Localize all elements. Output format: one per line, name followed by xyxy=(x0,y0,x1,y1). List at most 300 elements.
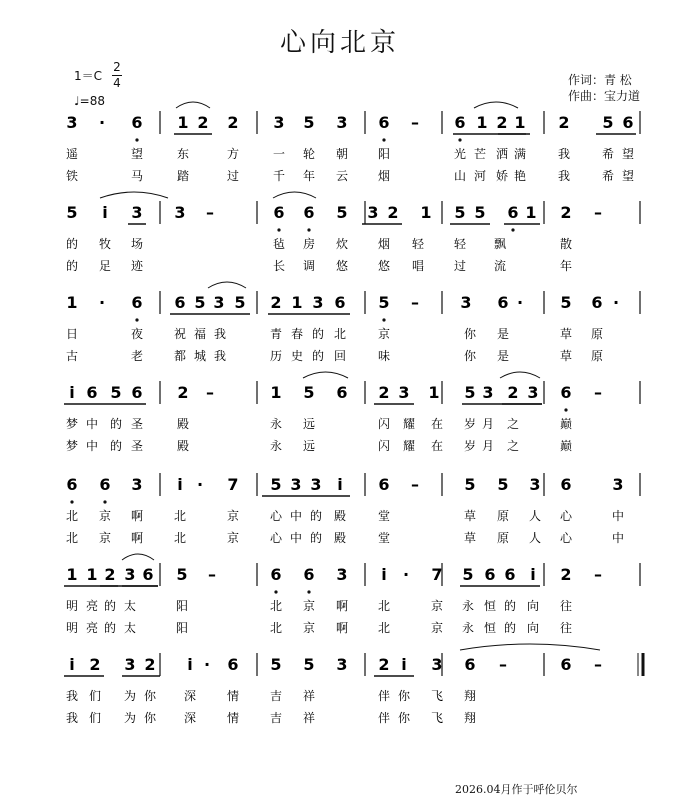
note-5-5: 5 xyxy=(176,565,188,584)
lyric-verse1: 北 xyxy=(333,327,347,341)
note-3-16: 6 xyxy=(560,383,572,402)
lyric-verse2: 云 xyxy=(335,169,349,183)
note-0-2: 6 xyxy=(131,113,143,132)
lyric-verse2: 心 xyxy=(559,531,573,545)
lyric-verse2: 京 xyxy=(430,621,444,635)
lyric-verse2: 调 xyxy=(302,259,316,273)
note-5-15: 6 xyxy=(504,565,516,584)
lyric-verse1: 轮 xyxy=(302,147,316,161)
lyric-verse1: 炊 xyxy=(335,237,349,251)
lyric-verse1: 闪 xyxy=(377,417,391,431)
composer: 作曲：宝力道 xyxy=(567,89,640,103)
time-bottom: 4 xyxy=(113,76,121,90)
lyric-verse1: 阳 xyxy=(175,599,189,613)
lyric-verse2: 飞 xyxy=(430,711,444,725)
note-4-14: 3 xyxy=(529,475,541,494)
lyric-verse2: 的 xyxy=(309,531,323,545)
lyric-verse1: 亮 xyxy=(85,599,99,613)
lyric-verse2: 永 xyxy=(461,621,475,635)
lyric-verse2: 城 xyxy=(193,349,207,363)
lyric-verse1: 梦 xyxy=(65,417,79,431)
note-6-2: 3 xyxy=(124,655,136,674)
lyric-verse2: 草 xyxy=(559,349,573,363)
note-0-1: · xyxy=(98,113,106,132)
lyric-verse2: 我 xyxy=(65,711,79,725)
lyric-verse1: 飘 xyxy=(493,237,507,251)
lyric-verse1: 之 xyxy=(506,417,520,431)
lyric-verse1: 月 xyxy=(481,417,495,431)
lyricist: 作词：青 松 xyxy=(567,73,632,87)
note-3-8: 6 xyxy=(336,383,348,402)
note-2-8: 1 xyxy=(291,293,303,312)
note-4-13: 5 xyxy=(497,475,509,494)
lyric-verse2: 的 xyxy=(103,621,117,635)
lyric-verse2: 月 xyxy=(481,439,495,453)
lyric-verse1: 为 xyxy=(123,689,137,703)
note-2-13: 3 xyxy=(460,293,472,312)
lyric-verse1: 的 xyxy=(311,327,325,341)
lyric-verse2: 的 xyxy=(311,349,325,363)
note-5-3: 3 xyxy=(124,565,136,584)
octave-dot xyxy=(564,408,567,411)
lyric-verse1: 殿 xyxy=(333,509,347,523)
note-3-4: 2 xyxy=(177,383,189,402)
lyric-verse1: 的 xyxy=(503,599,517,613)
lyric-verse1: 房 xyxy=(302,237,316,251)
lyric-verse2: 殿 xyxy=(333,531,347,545)
note-2-16: 5 xyxy=(560,293,572,312)
lyric-verse1: 原 xyxy=(496,509,510,523)
note-1-11: 5 xyxy=(454,203,466,222)
lyric-verse2: 北 xyxy=(173,531,187,545)
lyric-verse2: 心 xyxy=(269,531,283,545)
note-2-9: 3 xyxy=(312,293,324,312)
lyric-verse1: 京 xyxy=(377,327,391,341)
note-3-13: 3 xyxy=(482,383,494,402)
lyric-verse2: 铁 xyxy=(65,169,79,183)
note-0-12: 1 xyxy=(476,113,488,132)
note-4-6: 5 xyxy=(270,475,282,494)
note-1-13: 6 xyxy=(507,203,519,222)
note-1-2: 3 xyxy=(131,203,143,222)
note-0-5: 2 xyxy=(227,113,239,132)
note-2-1: · xyxy=(98,293,106,312)
lyric-verse1: 翔 xyxy=(463,689,477,703)
octave-dot xyxy=(511,228,514,231)
note-5-0: 1 xyxy=(66,565,78,584)
octave-dot xyxy=(382,318,385,321)
note-0-8: 3 xyxy=(336,113,348,132)
lyric-verse2: 在 xyxy=(430,439,444,453)
note-0-6: 3 xyxy=(273,113,285,132)
note-3-9: 2 xyxy=(378,383,390,402)
note-3-1: 6 xyxy=(86,383,98,402)
note-3-5: – xyxy=(206,383,214,402)
octave-dot xyxy=(382,138,385,141)
note-6-3: 2 xyxy=(144,655,156,674)
lyric-verse2: 之 xyxy=(506,439,520,453)
lyric-verse1: 堂 xyxy=(377,509,391,523)
note-4-1: 6 xyxy=(99,475,111,494)
lyric-verse2: 足 xyxy=(98,259,112,273)
octave-dot xyxy=(274,590,277,593)
note-4-9: i xyxy=(337,475,343,494)
note-2-5: 3 xyxy=(213,293,225,312)
lyric-verse1: 向 xyxy=(526,599,540,613)
lyric-verse1: 吉 xyxy=(269,689,283,703)
lyric-verse2: 原 xyxy=(590,349,604,363)
lyric-verse1: 在 xyxy=(430,417,444,431)
tie-slur xyxy=(122,554,154,560)
lyric-verse2: 啊 xyxy=(335,621,349,635)
note-5-4: 6 xyxy=(142,565,154,584)
lyric-verse1: 中 xyxy=(289,509,303,523)
note-2-14: 6 xyxy=(497,293,509,312)
lyric-verse1: 光 xyxy=(453,147,467,161)
tie-slur xyxy=(303,372,348,378)
lyric-verse1: 恒 xyxy=(483,599,497,613)
lyric-verse1: 日 xyxy=(65,327,79,341)
lyric-verse2: 我 xyxy=(557,169,571,183)
lyric-verse1: 我 xyxy=(557,147,571,161)
lyric-verse1: 京 xyxy=(98,509,112,523)
note-6-11: i xyxy=(401,655,407,674)
lyric-verse2: 都 xyxy=(173,349,187,363)
note-3-2: 5 xyxy=(110,383,122,402)
lyric-verse2: 北 xyxy=(65,531,79,545)
note-1-16: – xyxy=(594,203,602,222)
lyric-verse2: 啊 xyxy=(130,531,144,545)
octave-dot xyxy=(458,138,461,141)
lyric-verse1: 烟 xyxy=(377,237,391,251)
note-2-18: · xyxy=(612,293,620,312)
note-2-7: 2 xyxy=(270,293,282,312)
note-3-6: 1 xyxy=(270,383,282,402)
lyric-verse1: 远 xyxy=(302,417,316,431)
lyric-verse2: 人 xyxy=(528,531,542,545)
note-5-11: · xyxy=(402,565,410,584)
note-1-8: 3 xyxy=(367,203,379,222)
lyric-verse2: 京 xyxy=(226,531,240,545)
tie-slur xyxy=(273,192,316,198)
lyric-verse2: 艳 xyxy=(513,169,527,183)
note-0-7: 5 xyxy=(303,113,315,132)
note-4-8: 3 xyxy=(310,475,322,494)
lyric-verse1: 散 xyxy=(559,237,573,251)
lyric-verse2: 京 xyxy=(98,531,112,545)
lyric-verse1: 满 xyxy=(513,147,527,161)
lyric-verse2: 古 xyxy=(65,349,79,363)
note-0-3: 1 xyxy=(177,113,189,132)
lyric-verse2: 圣 xyxy=(130,439,144,453)
lyric-verse1: 福 xyxy=(193,327,207,341)
octave-dot xyxy=(103,500,106,503)
lyric-verse2: 往 xyxy=(559,621,573,635)
note-1-14: 1 xyxy=(525,203,537,222)
lyric-verse1: 希 xyxy=(601,147,615,161)
note-3-11: 1 xyxy=(428,383,440,402)
note-5-14: 6 xyxy=(484,565,496,584)
octave-dot xyxy=(135,138,138,141)
lyric-verse2: 你 xyxy=(397,711,411,725)
note-3-7: 5 xyxy=(303,383,315,402)
note-5-7: 6 xyxy=(270,565,282,584)
note-1-9: 2 xyxy=(387,203,399,222)
note-0-15: 2 xyxy=(558,113,570,132)
lyric-verse2: 堂 xyxy=(377,531,391,545)
note-2-10: 6 xyxy=(334,293,346,312)
lyric-verse2: 阳 xyxy=(175,621,189,635)
lyric-verse2: 远 xyxy=(302,439,316,453)
lyric-verse1: 遥 xyxy=(65,147,79,161)
lyric-verse2: 年 xyxy=(302,169,316,183)
note-0-10: – xyxy=(411,113,419,132)
lyric-verse1: 毡 xyxy=(272,237,286,251)
lyric-verse2: 闪 xyxy=(377,439,391,453)
lyric-verse1: 是 xyxy=(496,327,510,341)
lyric-verse2: 悠 xyxy=(377,259,391,273)
lyric-verse1: 原 xyxy=(590,327,604,341)
note-0-9: 6 xyxy=(378,113,390,132)
note-3-15: 3 xyxy=(527,383,539,402)
note-1-4: – xyxy=(206,203,214,222)
tie-slur xyxy=(474,102,518,108)
lyric-verse2: 年 xyxy=(559,259,573,273)
lyric-verse1: 朝 xyxy=(335,147,349,161)
lyric-verse2: 山 xyxy=(453,169,467,183)
note-4-16: 3 xyxy=(612,475,624,494)
lyric-verse2: 是 xyxy=(496,349,510,363)
note-6-13: 6 xyxy=(464,655,476,674)
note-4-0: 6 xyxy=(66,475,78,494)
lyric-verse2: 味 xyxy=(377,349,391,363)
lyric-verse2: 向 xyxy=(526,621,540,635)
time-top: 2 xyxy=(113,60,121,74)
lyric-verse2: 恒 xyxy=(483,621,497,635)
lyric-verse1: 岁 xyxy=(463,417,477,431)
tie-slur xyxy=(460,644,600,650)
lyric-verse2: 史 xyxy=(290,349,304,363)
lyric-verse2: 伴 xyxy=(377,711,391,725)
tie-slur xyxy=(176,102,210,108)
lyric-verse1: 洒 xyxy=(495,147,509,161)
octave-dot xyxy=(70,500,73,503)
lyric-verse1: 北 xyxy=(65,509,79,523)
lyric-verse1: 阳 xyxy=(377,147,391,161)
note-0-0: 3 xyxy=(66,113,78,132)
lyric-verse2: 娇 xyxy=(495,169,509,183)
lyric-verse2: 千 xyxy=(272,169,286,183)
note-6-8: 5 xyxy=(303,655,315,674)
lyric-verse2: 河 xyxy=(473,169,487,183)
note-4-7: 3 xyxy=(290,475,302,494)
note-5-18: – xyxy=(594,565,602,584)
lyric-verse2: 希 xyxy=(601,169,615,183)
lyric-verse1: 场 xyxy=(130,237,144,251)
note-6-5: · xyxy=(203,655,211,674)
lyric-verse2: 唱 xyxy=(411,259,425,273)
lyric-verse2: 们 xyxy=(88,711,102,725)
note-5-2: 2 xyxy=(104,565,116,584)
lyric-verse1: 你 xyxy=(397,689,411,703)
lyric-verse1: 情 xyxy=(226,689,240,703)
lyric-verse1: 往 xyxy=(559,599,573,613)
lyric-verse1: 北 xyxy=(173,509,187,523)
lyric-verse1: 牧 xyxy=(98,237,112,251)
note-2-2: 6 xyxy=(131,293,143,312)
lyric-verse2: 岁 xyxy=(463,439,477,453)
lyric-verse2: 望 xyxy=(621,169,635,183)
lyric-verse2: 草 xyxy=(463,531,477,545)
note-5-10: i xyxy=(381,565,387,584)
tie-slur xyxy=(208,282,246,288)
note-6-14: – xyxy=(499,655,507,674)
note-4-11: – xyxy=(411,475,419,494)
lyric-verse2: 北 xyxy=(269,621,283,635)
note-6-4: i xyxy=(187,655,193,674)
note-2-12: – xyxy=(411,293,419,312)
note-2-3: 6 xyxy=(174,293,186,312)
lyric-verse1: 北 xyxy=(377,599,391,613)
note-5-13: 5 xyxy=(462,565,474,584)
lyric-verse1: 殿 xyxy=(176,417,190,431)
note-6-12: 3 xyxy=(431,655,443,674)
lyric-verse1: 祝 xyxy=(173,327,187,341)
note-1-12: 5 xyxy=(474,203,486,222)
lyric-verse1: 我 xyxy=(213,327,227,341)
note-1-7: 5 xyxy=(336,203,348,222)
note-6-16: – xyxy=(594,655,602,674)
lyric-verse1: 深 xyxy=(183,689,197,703)
lyric-verse1: 夜 xyxy=(130,327,144,341)
note-0-17: 6 xyxy=(622,113,634,132)
note-6-1: 2 xyxy=(89,655,101,674)
lyric-verse2: 的 xyxy=(65,259,79,273)
note-1-3: 3 xyxy=(174,203,186,222)
lyric-verse1: 心 xyxy=(559,509,573,523)
lyric-verse1: 巅 xyxy=(559,417,573,431)
lyric-verse2: 深 xyxy=(183,711,197,725)
lyric-verse2: 回 xyxy=(333,349,347,363)
lyric-verse1: 中 xyxy=(611,509,625,523)
note-2-6: 5 xyxy=(234,293,246,312)
lyric-verse2: 亮 xyxy=(85,621,99,635)
lyric-verse1: 永 xyxy=(269,417,283,431)
note-4-3: i xyxy=(177,475,183,494)
note-0-14: 1 xyxy=(514,113,526,132)
note-1-1: i xyxy=(102,203,108,222)
note-0-4: 2 xyxy=(197,113,209,132)
lyric-verse1: 草 xyxy=(559,327,573,341)
lyric-verse1: 京 xyxy=(226,509,240,523)
lyric-verse2: 过 xyxy=(453,259,467,273)
lyric-verse1: 的 xyxy=(65,237,79,251)
lyric-verse2: 殿 xyxy=(176,439,190,453)
note-4-10: 6 xyxy=(378,475,390,494)
lyric-verse2: 历 xyxy=(269,349,283,363)
lyric-verse1: 飞 xyxy=(430,689,444,703)
lyric-verse1: 啊 xyxy=(335,599,349,613)
lyric-verse1: 心 xyxy=(269,509,283,523)
lyric-verse2: 中 xyxy=(611,531,625,545)
lyric-verse2: 马 xyxy=(130,169,144,183)
note-2-15: · xyxy=(516,293,524,312)
lyric-verse1: 望 xyxy=(130,147,144,161)
lyric-verse1: 一 xyxy=(272,147,286,161)
lyric-verse1: 轻 xyxy=(453,237,467,251)
lyric-verse2: 悠 xyxy=(335,259,349,273)
lyric-verse1: 京 xyxy=(430,599,444,613)
note-3-3: 6 xyxy=(131,383,143,402)
lyric-verse1: 永 xyxy=(461,599,475,613)
lyric-verse1: 草 xyxy=(463,509,477,523)
lyric-verse1: 望 xyxy=(621,147,635,161)
note-6-7: 5 xyxy=(270,655,282,674)
lyric-verse1: 东 xyxy=(176,147,190,161)
lyric-verse2: 翔 xyxy=(463,711,477,725)
note-4-4: · xyxy=(196,475,204,494)
note-4-2: 3 xyxy=(131,475,143,494)
note-3-12: 5 xyxy=(464,383,476,402)
note-2-11: 5 xyxy=(378,293,390,312)
note-0-11: 6 xyxy=(454,113,466,132)
note-5-16: i xyxy=(530,565,536,584)
lyric-verse1: 人 xyxy=(528,509,542,523)
note-1-15: 2 xyxy=(560,203,572,222)
lyric-verse2: 梦 xyxy=(65,439,79,453)
note-6-0: i xyxy=(69,655,75,674)
note-5-17: 2 xyxy=(560,565,572,584)
lyric-verse1: 的 xyxy=(309,509,323,523)
note-6-10: 2 xyxy=(378,655,390,674)
lyric-verse2: 中 xyxy=(289,531,303,545)
note-0-13: 2 xyxy=(496,113,508,132)
lyric-verse1: 祥 xyxy=(302,689,316,703)
quarter-note-icon: ♩ xyxy=(74,94,80,108)
note-3-10: 3 xyxy=(398,383,410,402)
note-5-6: – xyxy=(208,565,216,584)
lyric-verse2: 长 xyxy=(272,259,286,273)
lyric-verse2: 老 xyxy=(130,349,144,363)
note-6-6: 6 xyxy=(227,655,239,674)
lyric-verse2: 过 xyxy=(226,169,240,183)
lyric-verse2: 迹 xyxy=(130,259,144,273)
lyric-verse1: 你 xyxy=(463,327,477,341)
lyric-verse2: 踏 xyxy=(176,169,190,183)
octave-dot xyxy=(277,228,280,231)
note-5-1: 1 xyxy=(86,565,98,584)
lyric-verse2: 京 xyxy=(302,621,316,635)
lyric-verse1: 京 xyxy=(302,599,316,613)
lyric-verse2: 明 xyxy=(65,621,79,635)
lyric-verse1: 耀 xyxy=(402,417,416,431)
key-signature: 1＝C xyxy=(74,69,103,83)
lyric-verse1: 的 xyxy=(109,417,123,431)
lyric-verse2: 永 xyxy=(269,439,283,453)
lyric-verse2: 耀 xyxy=(402,439,416,453)
lyric-verse2: 的 xyxy=(503,621,517,635)
note-1-6: 6 xyxy=(303,203,315,222)
lyric-verse1: 春 xyxy=(290,327,304,341)
lyric-verse1: 明 xyxy=(65,599,79,613)
tie-slur xyxy=(500,372,540,378)
note-6-9: 3 xyxy=(336,655,348,674)
note-5-12: 7 xyxy=(431,565,443,584)
lyric-verse1: 中 xyxy=(85,417,99,431)
octave-dot xyxy=(307,228,310,231)
lyric-verse1: 太 xyxy=(123,599,137,613)
note-3-0: i xyxy=(69,383,75,402)
